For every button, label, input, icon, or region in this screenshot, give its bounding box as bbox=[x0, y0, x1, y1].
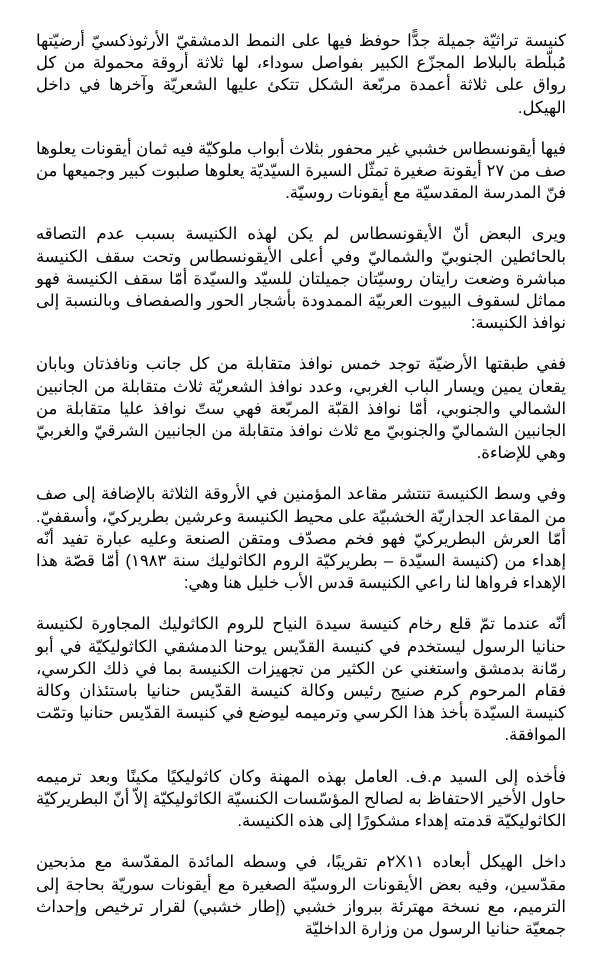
paragraph-throne-story: أنّه عندما تمّ قلع رخام كنيسة سيدة النياح للروم الكاثوليك المجاورة لكنيسة حنانيا الرسول ليستخدم في كنيسة القدّيس يوحنا الدمشقي الكاثوليكيّة في أبو رمّانة بدمشق واستغني عن الكثير من تجهيزات الكنيسة بما في ذلك الكرسي، فقام المرحوم كرم صنيج رئيس وكالة كنيسة القدّيس حنانيا باستئذان وكالة كنيسة السيّدة بأخذ هذا الكرسي وترميمه ليوضع في كنيسة القدّيس حنانيا وتمّت الموافقة. bbox=[36, 615, 566, 745]
document-body bbox=[36, 30, 566, 959]
paragraph-church-description: كنيسة تراثيّة جميلة جدًّا حوفظ فيها على النمط الدمشقيّ الأرثوذكسيّ أرضيّتها مُبلّطة بالبلاط المجزّع الكبير بفواصل سوداء، لها ثلاثة أروقة محمولة من كل رواق على ثلاثة أعمدة مربّعة الشكل تتكئ عليها الشعريّة وآخرها في داخل الهيكل. bbox=[36, 32, 566, 117]
paragraph-sanctuary: داخل الهيكل أبعاده ٢X١١م تقريبًا، في وسطه المائدة المقدّسة مع مذبحين مقدّسين، وفيه بعض الأيقونات الروسيّة الصغيرة مع أيقونات سوريّة بحاجة إلى الترميم، مع نسخة مهترئة ببرواز خشبي (إطار خشبي) لقرار ترخيص وإحداث جمعيّة حنانيا الرسول من وزارة الداخليّة bbox=[36, 853, 566, 938]
paragraph-throne-restoration: فأخذه إلى السيد م.ف. العامل بهذه المهنة وكان كاثوليكيًا مكينًا وبعد ترميمه حاول الأخير الاحتفاظ به لصالح المؤسّسات الكنسيّة الكاثوليكيّة إلاّ أنّ البطريركيّة الكاثوليكيّة قدمته إهداء مشكورًا إلى هذه الكنيسة. bbox=[36, 767, 566, 831]
paragraph-iconostasis: فيها أيقونسطاس خشبي غير محفور بثلاث أبواب ملوكيّة فيه ثمان أيقونات يعلوها صف من ٢٧ أيقونة صغيرة تمثّل السيرة السيّديّة يعلوها صلبوت كبير وجميعها من فنّ المدرسة المقدسيّة مع أيقونات روسيّة. bbox=[36, 139, 566, 203]
paragraph-windows: ففي طبقتها الأرضيّة توجد خمس نوافذ متقابلة من كل جانب ونافذتان وبابان يقعان يمين ويسار الباب الغربي، وعدد نوافذ الشعريّة ثلاث متقابلة من الجانبين الشمالي والجنوبي، أمّا نوافذ القبّة المربّعة فهي ستّ نوافذ عليا متقابلة من الجانبين الشماليّ والجنوبيّ مع ثلاث نوافذ متقابلة من الجانبين الشرقيّ والغربيّ وهي للإضاءة. bbox=[36, 355, 566, 463]
paragraph-iconostasis-origin: ويرى البعض أنّ الأيقونسطاس لم يكن لهذه الكنيسة بسبب عدم التصاقه بالحائطين الجنوبيّ والشماليّ وفي أعلى الأيقونسطاس وتحت سقف الكنيسة مباشرة وضعت رايتان روسيّتان جميلتان للسيّد والسيّدة أمّا سقف الكنيسة فهو مماثل لسقوف البيوت العربيّة الممدودة بأشجار الحور والصفصاف وبالنسبة إلى نوافذ الكنيسة: bbox=[36, 225, 566, 333]
paragraph-seating-throne: وفي وسط الكنيسة تنتشر مقاعد المؤمنين في الأروقة الثلاثة بالإضافة إلى صف من المقاعد الجداريّة الخشبيّة على محيط الكنيسة وعرشين بطريركيّ، وأسقفيّ. أمّا العرش البطريركيّ فهو فخم مصدّف ومتقن الصنعة وعليه عبارة تفيد أنّه إهداء من (كنيسة السيّدة – بطريركيّة الروم الكاثوليك سنة ١٩٨٣) أمّا قصّة هذا الإهداء فرواها لنا راعي الكنيسة قدس الأب خليل هنا وهي: bbox=[36, 485, 566, 593]
